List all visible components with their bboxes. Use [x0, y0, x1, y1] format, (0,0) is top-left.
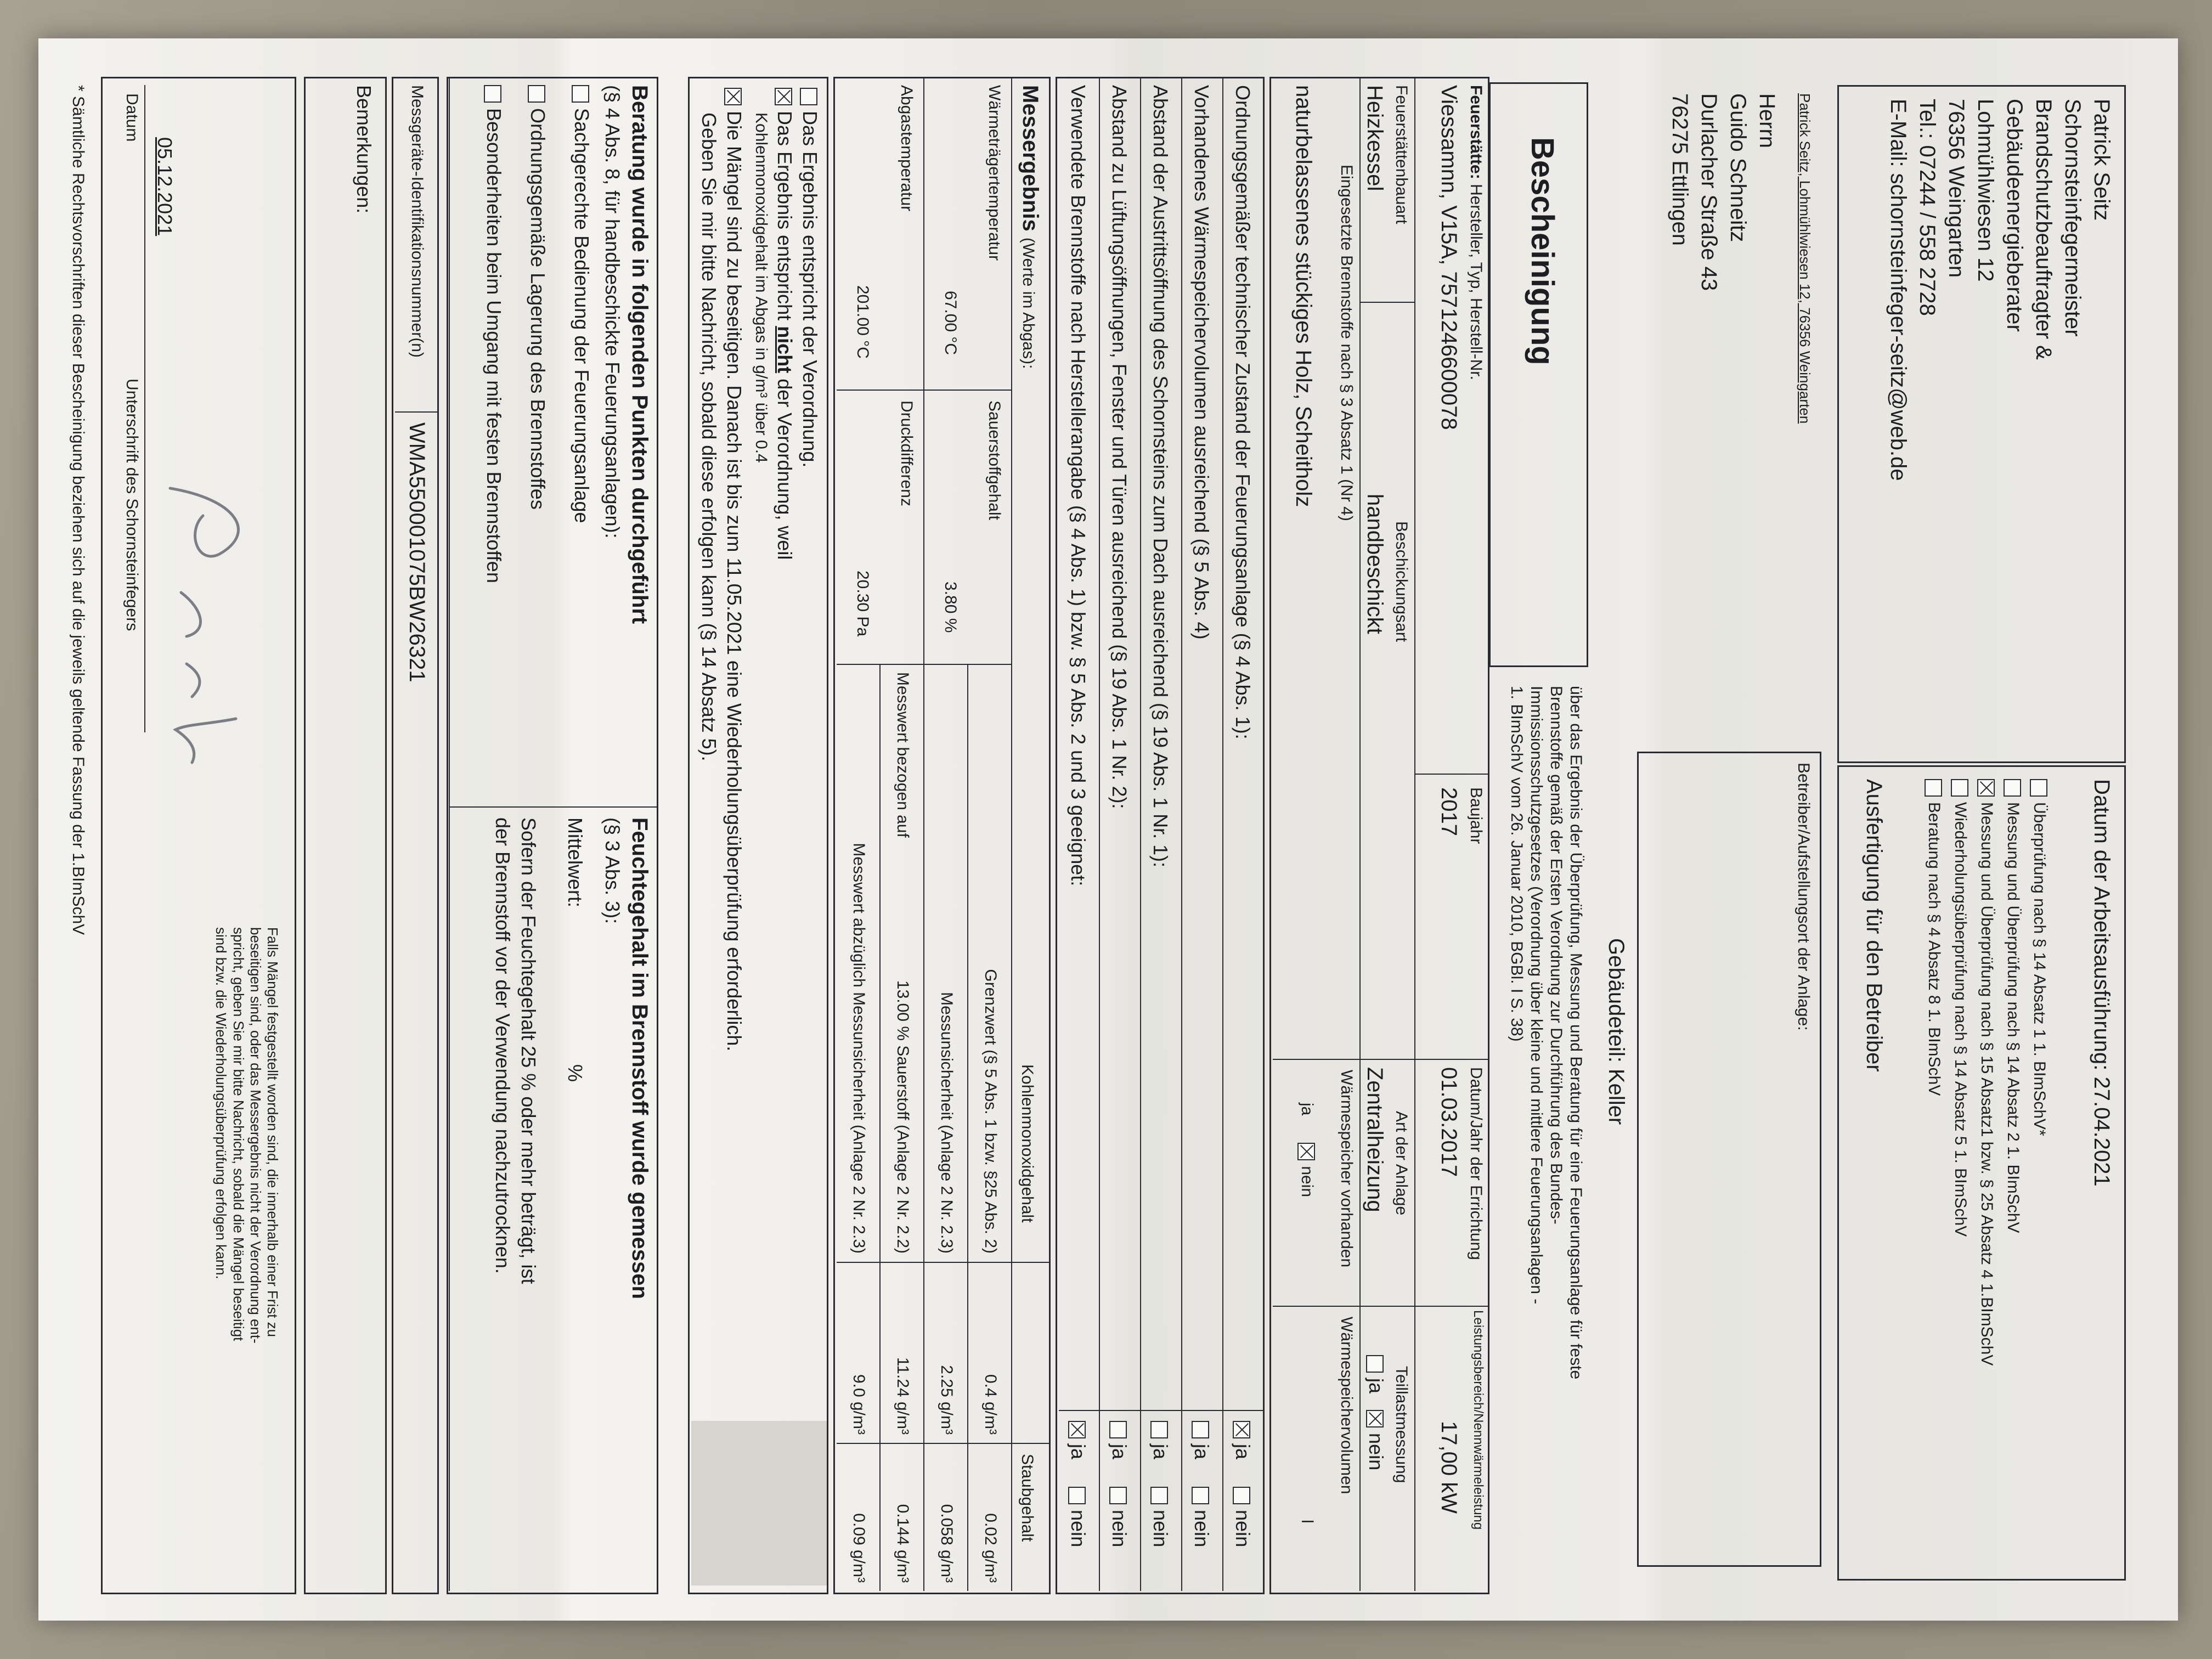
- datum-label: Datum: [123, 93, 141, 142]
- signature: [154, 466, 269, 795]
- sender-phone: Tel.: 07244 / 558 2728: [1915, 99, 1939, 316]
- speichervolumen-label: Wärmespeichervolumen: [1338, 1317, 1356, 1494]
- rechtsvorschriften-note: * Sämtliche Rechtsvorschriften dieser Bescheinigung beziehen sich auf die jeweils geltende Fassung der 1.BImSchV: [69, 85, 87, 935]
- beratung-item-box[interactable]: [484, 85, 501, 103]
- sofern-line1: Sofern der Feuchtegehalt 25 % oder mehr beträgt, ist: [517, 817, 540, 1284]
- result-not-ok-word: nicht: [774, 326, 796, 374]
- ausfertigung-label: Ausfertigung für den Betreiber: [1862, 779, 1886, 1072]
- nein-label: nein: [1298, 1166, 1316, 1198]
- druck-value: 20.30 Pa: [854, 571, 872, 637]
- messergebnis-subtitle: (Werte im Abgas):: [1019, 237, 1037, 369]
- mess-row-co: 0.4 g/m³: [981, 1374, 1000, 1435]
- beratung-subtitle: (§ 4 Abs. 8, für handbeschickte Feuerungsanlagen):: [601, 85, 624, 539]
- bemerkungen-label: Bemerkungen:: [353, 85, 375, 214]
- ja-label: ja: [1149, 1444, 1172, 1460]
- recipient-city: 76275 Ettlingen: [1668, 93, 1692, 246]
- geraete-value: WMA550001075BW26321: [405, 422, 429, 682]
- paper-sheet: [38, 38, 2178, 1621]
- faelle-line: Falls Mängel festgestellt worden sind, die innerhalb einer Frist zu: [264, 927, 281, 1338]
- sender-title1: Schornsteinfegermeister: [2061, 99, 2085, 337]
- betreiber-label: Betreiber/Aufstellungsort der Anlage:: [1795, 763, 1813, 1031]
- druck-label: Druckdifferenz: [898, 400, 916, 506]
- mess-row-label: Grenzwert (§ 5 Abs. 1 bzw. §25 Abs. 2): [981, 969, 1000, 1254]
- faelle-line: sind bzw. die Wiederholungsüberprüfung erfolgen kann.: [213, 927, 230, 1279]
- leistung-value: 17,00 kW: [1437, 1421, 1461, 1514]
- ja-label: ja: [1067, 1444, 1090, 1460]
- mess-row-prefix: Messwert bezogen auf: [894, 672, 912, 838]
- speicher-label: Wärmespeicher vorhanden: [1338, 1070, 1356, 1268]
- check-row-label: Verwendete Brennstoffe nach Herstellerangabe (§ 4 Abs. 1) bzw. § 5 Abs. 2 und 3 geeignet:: [1067, 85, 1090, 887]
- check-row-label: Abstand zu Lüftungsöffnungen, Fenster und Türen ausreichend (§ 19 Abs. 1 Nr. 2):: [1108, 85, 1131, 809]
- beratung-item: [526, 85, 550, 510]
- check-label: Überprüfung nach § 14 Absatz 1 1. BImSchV*: [2030, 802, 2049, 1136]
- sender-city: 76356 Weingarten: [1944, 99, 1968, 278]
- mess-row-staub: 0.09 g/m³: [850, 1513, 868, 1583]
- bauart-label: Feuerstättenbauart: [1392, 85, 1410, 224]
- brennstoffe-label: Eingesetzte Brennstoffe nach § 3 Absatz 1 (Nr 4): [1338, 165, 1356, 521]
- sauerstoff-value: 3.80 %: [941, 582, 960, 633]
- mittelwert-label: Mittelwert:: [564, 817, 586, 908]
- errichtung-label: Datum/Jahr der Errichtung: [1467, 1067, 1485, 1260]
- check-label: Messung und Überprüfung nach § 15 Absatz1 bzw. § 25 Absatz 4 1.BImSchV: [1978, 802, 1996, 1366]
- nein-label: nein: [1190, 1510, 1213, 1548]
- nein-label: nein: [1365, 1433, 1387, 1471]
- sender-title3: Gebäudeenergieberater: [2002, 99, 2027, 332]
- nein-label: nein: [1108, 1510, 1131, 1548]
- recipient-name: Guido Schneitz: [1726, 93, 1750, 242]
- sender-street: Lohmühlwiesen 12: [1973, 99, 1997, 282]
- mess-row-label: 13.00 % Sauerstoff (Anlage 2 Nr. 2.2): [894, 980, 912, 1254]
- messergebnis-title: Messergebnis: [1018, 85, 1042, 232]
- nein-label: nein: [1232, 1510, 1254, 1548]
- ja-label: ja: [1108, 1444, 1131, 1460]
- sofern-line2: der Brennstoff vor der Verwendung nachzutrocknen.: [492, 817, 514, 1274]
- bauart-value: Heizkessel: [1363, 85, 1387, 191]
- beratung-item: [570, 85, 594, 523]
- hersteller-label: Hersteller, Typ, Herstell-Nr.: [1467, 184, 1485, 380]
- art-label: Art der Anlage: [1392, 1111, 1410, 1216]
- percent-sign: %: [564, 1064, 586, 1082]
- sender-name: Patrick Seitz: [2090, 99, 2114, 221]
- brennstoffe-value: naturbelassenes stückiges Holz, Scheitholz: [1291, 85, 1316, 507]
- ja-label: ja: [1365, 1378, 1387, 1394]
- footer-date: 05.12.2021: [154, 137, 176, 236]
- check-label: Wiederholungsüberprüfung nach § 14 Absatz 5 1. BImSchV: [1951, 802, 1970, 1237]
- mess-row-co: 11.24 g/m³: [894, 1357, 912, 1435]
- baujahr-value: 2017: [1437, 787, 1461, 836]
- recipient-street: Durlacher Straße 43: [1697, 93, 1721, 291]
- feuerstaette-label: Feuerstätte:: [1467, 85, 1485, 179]
- unterschrift-label: Unterschrift des Schornsteinfegers: [123, 379, 141, 631]
- beschickung-label: Beschickungsart: [1392, 521, 1410, 642]
- feuchte-title: Feuchtegehalt im Brennstoff wurde gemessen: [628, 817, 652, 1299]
- check-label: Messung und Überprüfung nach § 14 Absatz 2 1. BImSchV: [2004, 802, 2022, 1233]
- gebaeudeteil: Gebäudeteil: Keller: [1604, 938, 1628, 1125]
- abgas-value: 201.00 °C: [854, 285, 872, 359]
- sauerstoff-label: Sauerstoffgehalt: [985, 400, 1003, 520]
- beschickung-value: handbeschickt: [1363, 494, 1387, 634]
- geraete-label: Messgeräte-Identifikationsnummer(n): [408, 85, 426, 358]
- bemerkungen-box: [304, 77, 387, 1594]
- art-value: Zentralheizung: [1363, 1067, 1387, 1212]
- baujahr-label: Baujahr: [1467, 787, 1485, 844]
- teillast-label: Teillastmessung: [1392, 1366, 1410, 1483]
- intro-line: Brennstoffe gemäß der Ersten Verordnung zur Durchführung des Bundes-: [1547, 686, 1565, 1224]
- ja-label: ja: [1190, 1444, 1213, 1460]
- result-ok-label: Das Ergebnis entspricht der Verordnung.: [799, 111, 821, 468]
- result-reason: Kohlenmonoxidgehalt im Abgas in g/m³ über 0.4: [752, 112, 770, 463]
- return-address: Patrick Seitz, Lohmühlwiesen 12, 76356 Weingarten: [1797, 93, 1813, 424]
- check-row-label: Vorhandenes Wärmespeichervolumen ausreichend (§ 5 Abs. 4): [1190, 85, 1213, 640]
- nein-label: nein: [1067, 1510, 1090, 1548]
- mess-row-co: 2.25 g/m³: [938, 1365, 956, 1435]
- hersteller-value: Viessamnn, V15A, 7571246600078: [1437, 85, 1461, 430]
- beratung-item: [482, 85, 506, 583]
- result-not-ok-post: der Verordnung, weil: [774, 373, 796, 560]
- waerme-label: Wärmeträgertemperatur: [985, 85, 1003, 261]
- beratung-item-box[interactable]: [572, 85, 589, 103]
- faelle-line: spricht, geben Sie mir bitte Nachricht, sobald die Mängel beseitigt: [230, 927, 247, 1341]
- mess-row-co: 9.0 g/m³: [850, 1374, 868, 1435]
- beratung-item-label: Ordnungsgemäße Lagerung des Brennstoffes: [527, 108, 549, 510]
- check-label: Beratung nach § 4 Absatz 8 1. BImSchV: [1925, 802, 1943, 1096]
- footer-box: [101, 77, 296, 1594]
- mess-row-staub: 0.02 g/m³: [981, 1513, 1000, 1583]
- waerme-value: 67.00 °C: [941, 291, 960, 356]
- sender-title2: Brandschutzbeauftragter &: [2032, 99, 2056, 360]
- nein-label: nein: [1149, 1510, 1172, 1548]
- ja-label: ja: [1298, 1103, 1316, 1116]
- mess-row-label: Messwert abzüglich Messunsicherheit (Anlage 2 Nr. 2.3): [850, 843, 868, 1254]
- date-of-work: Datum der Arbeitsausführung: 27.04.2021: [2090, 779, 2114, 1187]
- staub-header: Staubgehalt: [1018, 1454, 1036, 1542]
- beratung-item-label: Sachgerechte Bedienung der Feuerungsanlage: [571, 108, 593, 523]
- abgas-label: Abgastemperatur: [898, 85, 916, 212]
- speichervolumen-value: l: [1298, 1520, 1316, 1523]
- beratung-item-label: Besonderheiten beim Umgang mit festen Brennstoffen: [483, 108, 505, 583]
- errichtung-value: 01.03.2017: [1437, 1067, 1461, 1177]
- page-title: Bescheinigung: [1525, 137, 1560, 365]
- document-rotated-lower: [38, 38, 2178, 1621]
- check-row-label: Ordnungsgemäßer technischer Zustand der Feuerungsanlage (§ 4 Abs. 1):: [1232, 85, 1254, 740]
- feuchte-subtitle: (§ 3 Abs. 3):: [601, 817, 624, 924]
- faelle-line: beseitigen sind, oder das Messergebnis nicht der Verordnung ent-: [247, 927, 264, 1344]
- recipient-salutation: Herrn: [1755, 93, 1779, 149]
- beratung-title: Beratung wurde in folgenden Punkten durchgeführt: [628, 85, 652, 624]
- maengel-line2: Geben Sie mir bitte Nachricht, sobald diese erfolgen kann (§ 14 Absatz 5).: [698, 112, 720, 761]
- leistung-label: Leistungsbereich/Nennwärmeleistung: [1471, 1310, 1486, 1530]
- sender-email: E-Mail: schornsteinfeger-seitz@web.de: [1886, 99, 1910, 481]
- beratung-item-box[interactable]: [528, 85, 545, 103]
- mess-row-label: Messunsicherheit (Anlage 2 Nr. 2.3): [938, 992, 956, 1254]
- mess-row-staub: 0.144 g/m³: [894, 1504, 912, 1583]
- intro-line: über das Ergebnis der Überprüfung, Messung und Beratung für eine Feuerungsanlage für feste: [1567, 686, 1585, 1380]
- mess-row-staub: 0.058 g/m³: [938, 1504, 956, 1583]
- intro-line: Immissionsschutzgesetzes (Verordnung über kleine und mittlere Feuerungsanlagen -: [1527, 686, 1545, 1305]
- check-row-label: Abstand der Austrittsöffnung des Schornsteins zum Dach ausreichend (§ 19 Abs. 1 Nr. 1):: [1149, 85, 1172, 868]
- result-not-ok-pre: Das Ergebnis entspricht: [774, 111, 796, 326]
- faelle-text: [212, 927, 281, 1344]
- co-header: Kohlenmonoxidgehalt: [1018, 1064, 1036, 1223]
- ja-label: ja: [1232, 1444, 1254, 1460]
- maengel-label: Die Mängel sind zu beseitigen. Danach ist bis zum 11.05.2021 eine Wiederholungsüberprüfung erforderlich.: [723, 111, 746, 1052]
- intro-line: 1. BImSchV vom 26. Januar 2010, BGBl. I S. 38): [1508, 686, 1526, 1042]
